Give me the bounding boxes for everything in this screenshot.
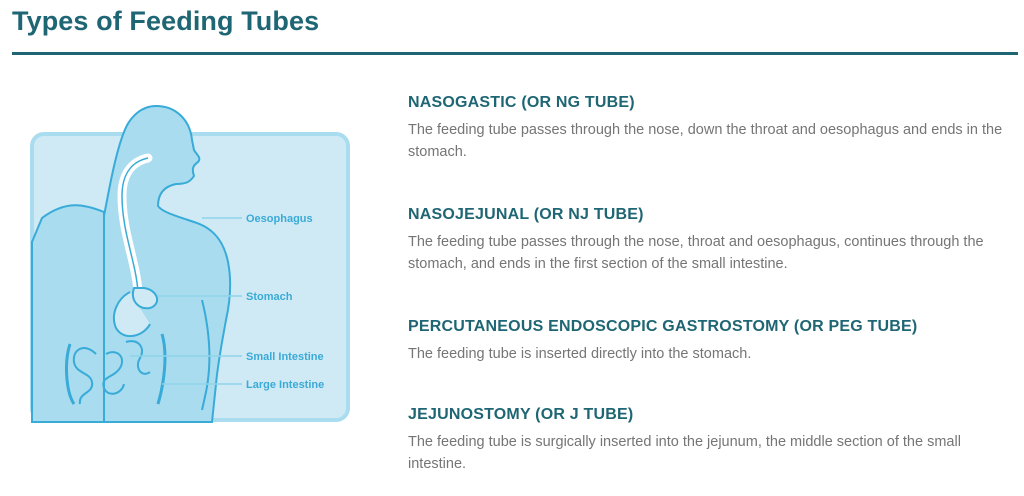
type-ng-tube — [408, 94, 1008, 163]
label-oesophagus: Oesophagus — [246, 213, 313, 225]
anatomy-figure — [26, 92, 356, 432]
label-small-intestine: Small Intestine — [246, 351, 324, 363]
type-j-tube — [408, 406, 1008, 475]
type-heading: JEJUNOSTOMY (OR J TUBE) — [408, 406, 634, 423]
page-title: Types of Feeding Tubes — [12, 6, 320, 36]
type-heading: PERCUTANEOUS ENDOSCOPIC GASTROSTOMY (OR PEG TUBE) — [408, 318, 918, 335]
digestive-system-illustration — [26, 92, 356, 432]
type-heading: NASOJEJUNAL (OR NJ TUBE) — [408, 206, 644, 223]
type-description: The feeding tube passes through the nose, down the throat and oesophagus and ends in the stomach. — [408, 122, 1003, 160]
label-large-intestine: Large Intestine — [246, 379, 325, 391]
type-description: The feeding tube is inserted directly into the stomach. — [408, 346, 752, 362]
type-peg-tube — [408, 318, 1008, 365]
type-heading: NASOGASTIC (OR NG TUBE) — [408, 94, 635, 111]
title-divider — [12, 52, 1018, 55]
type-nj-tube — [408, 206, 1008, 275]
type-description: The feeding tube is surgically inserted into the jejunum, the middle section of the small intestine. — [408, 434, 961, 472]
type-description: The feeding tube passes through the nose, throat and oesophagus, continues through the stomach, and ends in the first section of the small intestine. — [408, 234, 984, 272]
label-stomach: Stomach — [246, 291, 293, 303]
